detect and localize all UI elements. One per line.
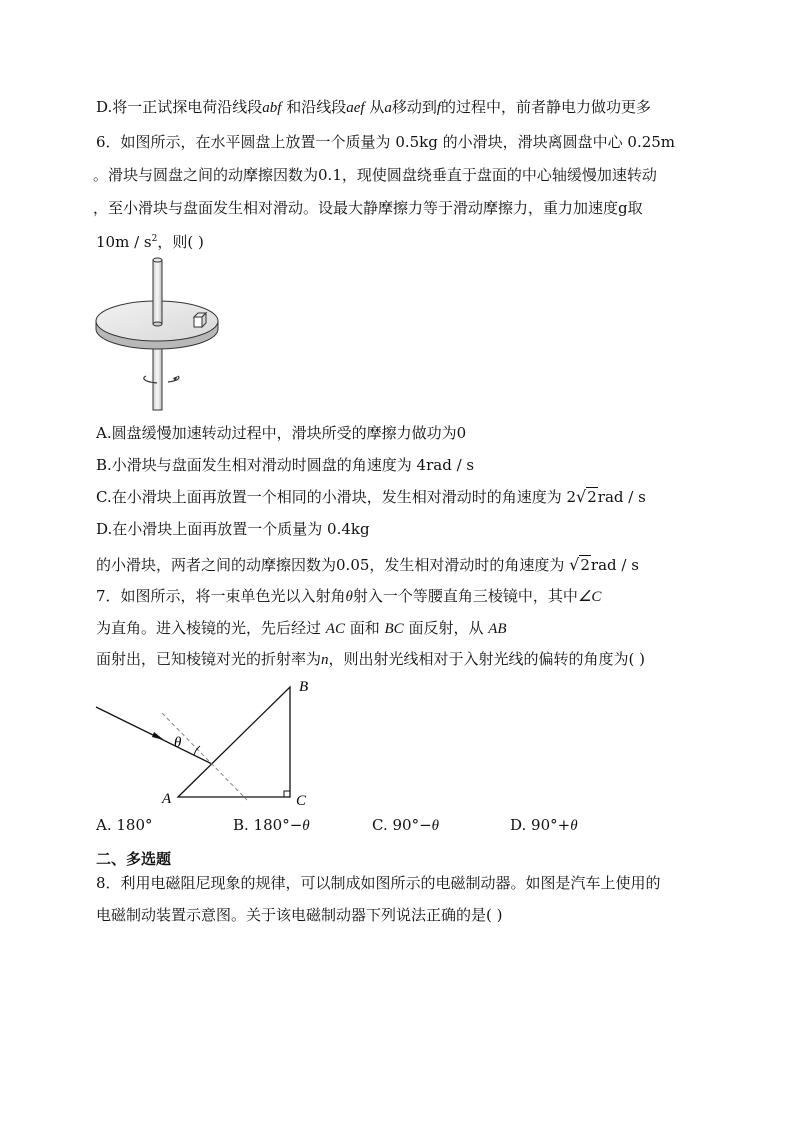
q7-stem-line-3: 面射出，已知棱镜对光的折射率为n，则出射光线相对于入射光线的偏转的角度为( ) (96, 650, 645, 668)
q6-option-d-line-1[interactable]: D.在小滑块上面再放置一个质量为 0.4kg (96, 520, 370, 538)
section-heading-multiple-choice: 二、多选题 (96, 850, 172, 868)
prism-figure (94, 675, 334, 810)
right-angle-marker (284, 791, 290, 797)
q6-option-d-line-2[interactable]: 的小滑块，两者之间的动摩擦因数为0.05，发生相对滑动时的角速度为 √2rad / s (96, 555, 639, 574)
label-b: B (299, 679, 309, 695)
q6-option-a[interactable]: A.圆盘缓慢加速转动过程中，滑块所受的摩擦力做功为0 (96, 424, 467, 442)
q5-option-d: D.将一正试探电荷沿线段abf 和沿线段aef 从a移动到f的过程中，前者静电力做功更多 (96, 98, 652, 116)
q7-option-d[interactable]: D. 90°+θ (510, 816, 578, 834)
label-a: A (162, 791, 172, 807)
rotating-disc-figure (94, 256, 244, 416)
incident-arrow (152, 732, 164, 740)
label-c: C (296, 793, 307, 809)
q7-stem-line-1: 7．如图所示，将一束单色光以入射角θ射入一个等腰直角三棱镜中，其中∠C (96, 587, 602, 605)
slider-block (194, 313, 206, 327)
q7-stem-line-2: 为直角。进入棱镜的光，先后经过 AC 面和 BC 面反射，从 AB (96, 619, 507, 637)
q6-option-c[interactable]: C.在小滑块上面再放置一个相同的小滑块，发生相对滑动时的角速度为 2√2rad / s (96, 487, 646, 506)
q7-option-b[interactable]: B. 180°−θ (233, 816, 310, 834)
prism-triangle (178, 687, 290, 797)
q8-stem-line-1: 8．利用电磁阻尼现象的规律，可以制成如图所示的电磁制动器。如图是汽车上使用的 (96, 874, 661, 892)
q6-option-b[interactable]: B.小滑块与盘面发生相对滑动时圆盘的角速度为 4rad / s (96, 456, 475, 474)
q6-stem-line-4: $10m / s^2$，则( ) (96, 233, 204, 251)
normal-line (162, 713, 247, 800)
q7-option-c[interactable]: C. 90°−θ (372, 816, 440, 834)
label-theta: θ (174, 735, 182, 751)
axle-upper (153, 260, 162, 324)
q6-stem-line-3: ，至小滑块与盘面发生相对滑动。设最大静摩擦力等于滑动摩擦力，重力加速度g取 (93, 199, 643, 217)
q8-stem-line-2: 电磁制动装置示意图。关于该电磁制动器下列说法正确的是( ) (96, 906, 503, 924)
q7-option-a[interactable]: A. 180° (96, 816, 153, 834)
q6-stem-line-2: 。滑块与圆盘之间的动摩擦因数为0.1，现使圆盘绕垂直于盘面的中心轴缓慢加速转动 (93, 166, 657, 184)
q6-stem-line-1: 6．如图所示，在水平圆盘上放置一个质量为 0.5kg 的小滑块，滑块离圆盘中心 0.25m (96, 133, 676, 151)
